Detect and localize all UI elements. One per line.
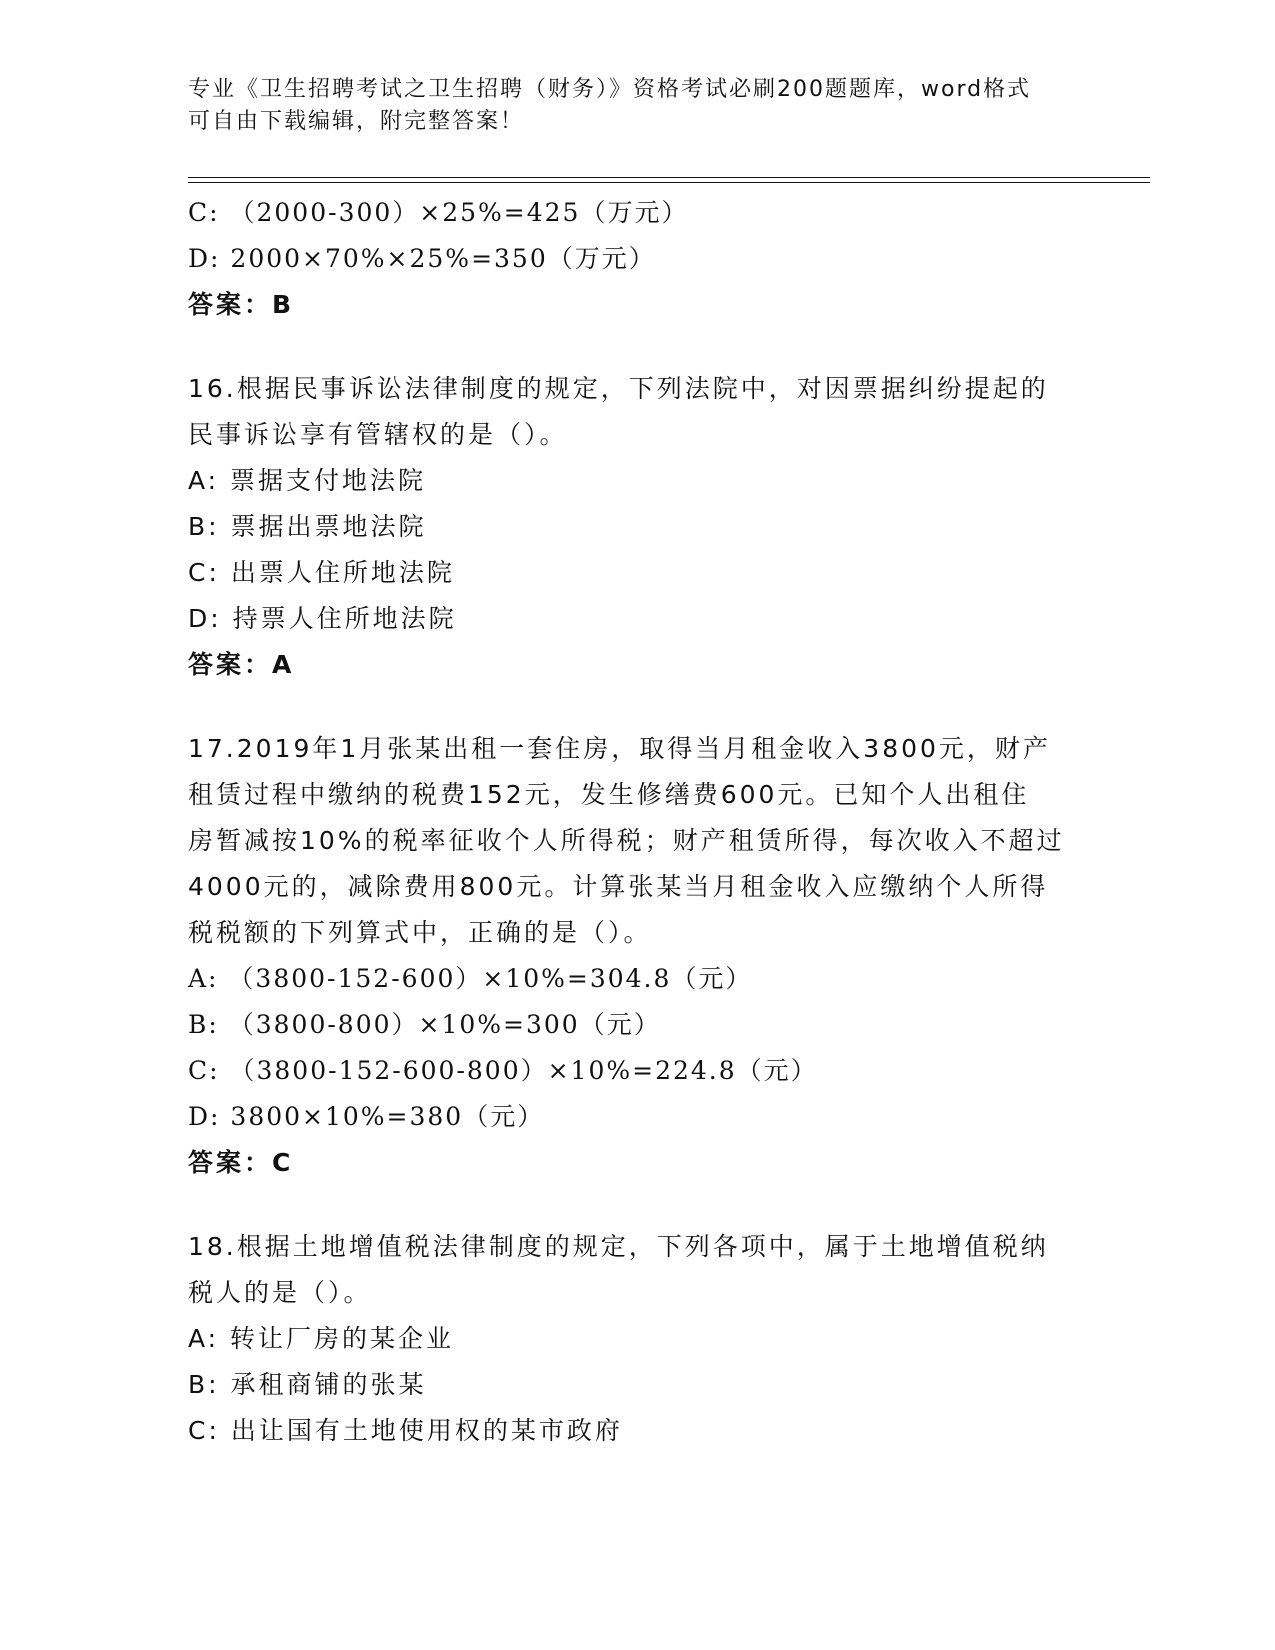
q16-option-a: A: 票据支付地法院	[188, 466, 427, 495]
q17-option-c: C: （3800-152-600-800）×10%=224.8（元）	[188, 1056, 818, 1085]
q18-option-a: A: 转让厂房的某企业	[188, 1324, 455, 1353]
document-header	[188, 74, 1088, 138]
q16-option-d: D: 持票人住所地法院	[188, 604, 457, 633]
document-body	[188, 190, 1088, 1454]
question-18	[188, 1224, 1088, 1454]
question-17	[188, 726, 1088, 1186]
q17-option-b: B: （3800-800）×10%=300（元）	[188, 1010, 661, 1039]
q18-stem-line-2: 税人的是（）。	[188, 1278, 372, 1307]
q18-option-b: B: 承租商铺的张某	[188, 1370, 427, 1399]
q15-option-d: D: 2000×70%×25%=350（万元）	[188, 244, 656, 273]
q17-option-d: D: 3800×10%=380（元）	[188, 1102, 545, 1131]
q16-answer: 答案：A	[188, 650, 295, 679]
question-15	[188, 190, 1088, 328]
q17-stem-line-5: 税税额的下列算式中，正确的是（）。	[188, 918, 652, 947]
header-divider-top	[188, 177, 1150, 178]
spacer	[188, 688, 1088, 726]
q15-option-c: C: （2000-300）×25%=425（万元）	[188, 198, 689, 227]
q18-stem-line-1: 18.根据土地增值税法律制度的规定，下列各项中，属于土地增值税纳	[188, 1232, 1049, 1261]
header-line-1: 专业《卫生招聘考试之卫生招聘（财务）》资格考试必刷200题题库，word格式	[188, 77, 1032, 102]
header-line-2: 可自由下载编辑，附完整答案！	[188, 109, 525, 134]
q16-stem-line-2: 民事诉讼享有管辖权的是（）。	[188, 420, 568, 449]
q17-stem-line-2: 租赁过程中缴纳的税费152元，发生修缮费600元。已知个人出租住	[188, 780, 1030, 809]
q16-stem-line-1: 16.根据民事诉讼法律制度的规定，下列法院中，对因票据纠纷提起的	[188, 374, 1049, 403]
spacer	[188, 1186, 1088, 1224]
q16-option-c: C: 出票人住所地法院	[188, 558, 455, 587]
q17-stem-line-1: 17.2019年1月张某出租一套住房，取得当月租金收入3800元，财产	[188, 734, 1051, 763]
question-16	[188, 366, 1088, 688]
q16-option-b: B: 票据出票地法院	[188, 512, 427, 541]
q17-answer: 答案：C	[188, 1148, 294, 1177]
q17-stem-line-4: 4000元的，减除费用800元。计算张某当月租金收入应缴纳个人所得	[188, 872, 1049, 901]
spacer	[188, 328, 1088, 366]
q17-option-a: A: （3800-152-600）×10%=304.8（元）	[188, 964, 753, 993]
q18-option-c: C: 出让国有土地使用权的某市政府	[188, 1416, 623, 1445]
q17-stem-line-3: 房暂减按10%的税率征收个人所得税；财产租赁所得，每次收入不超过	[188, 826, 1065, 855]
header-divider-bottom	[188, 182, 1150, 183]
q15-answer: 答案：B	[188, 290, 295, 319]
